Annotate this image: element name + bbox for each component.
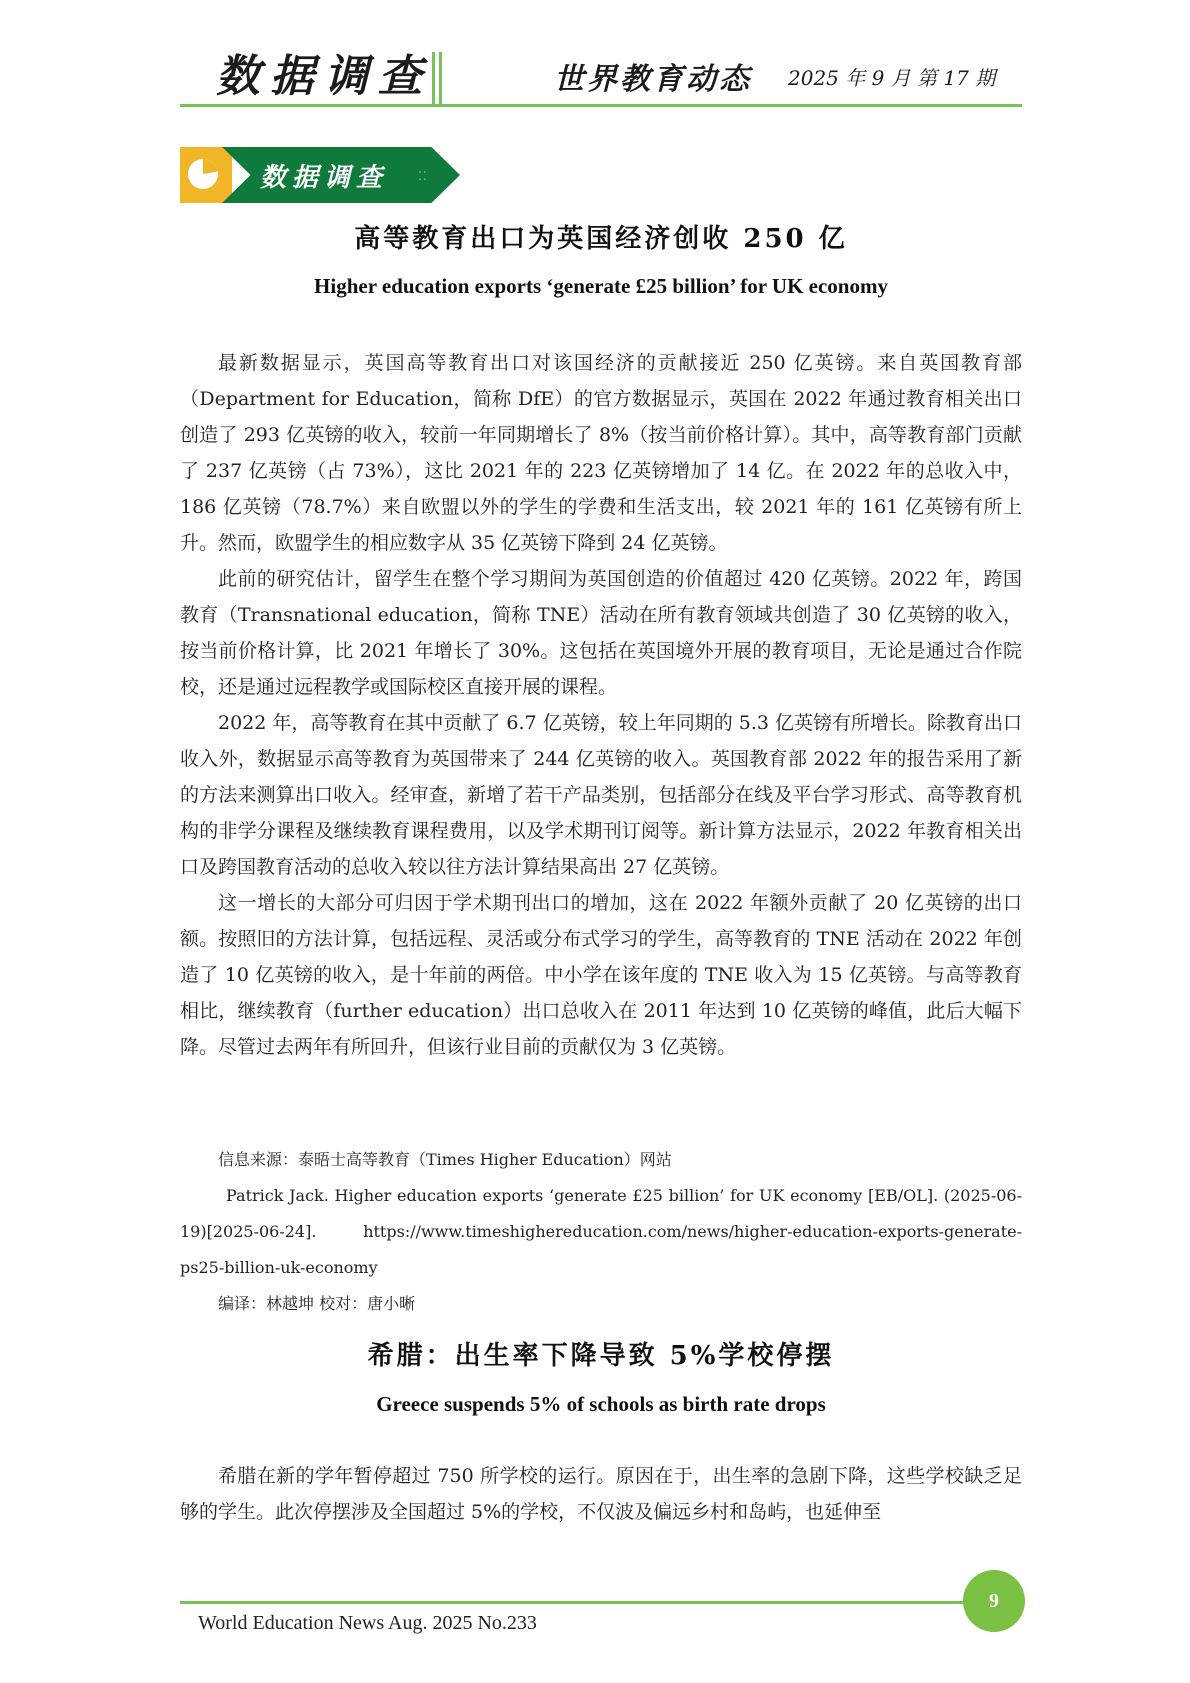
source-line: 信息来源：泰晤士高等教育（Times Higher Education）网站 (218, 1150, 672, 1169)
header-rule (180, 104, 1022, 107)
article2-body (180, 1458, 1022, 1530)
article2-title-cn: 希腊：出生率下降导致 5%学校停摆 (367, 1341, 835, 1371)
article1-source-block (180, 1142, 1022, 1322)
section-banner (180, 147, 460, 203)
article1-paragraph: 此前的研究估计，留学生在整个学习期间为英国创造的价值超过 420 亿英镑。2022 年，跨国教育（Transnational education，简称 TNE）活动在所有教育领域共创造了 30 亿英镑的收入，按当前价格计算，比 2021 年增长了 30%。这包括在英国境外开展的教育项目，无论是通过合作院校，还是通过远程教学或国际校区直接开展的课程。 (180, 568, 1022, 698)
header-section-title: 数据调查 (216, 51, 432, 102)
article1-body (180, 345, 1022, 1065)
credits-line: 编译：林越坤 校对：唐小晰 (218, 1294, 416, 1313)
header-journal-name: 世界教育动态 (554, 62, 752, 97)
pie-chart-wedge (188, 159, 218, 189)
article1-paragraph: 这一增长的大部分可归因于学术期刊出口的增加，这在 2022 年额外贡献了 20 亿英镑的出口额。按照旧的方法计算，包括远程、灵活或分布式学习的学生，高等教育的 TNE 活动在 2022 年创造了 10 亿英镑的收入，是十年前的两倍。中小学在该年度的 TNE 收入为 15 亿英镑。与高等教育相比，继续教育（further education）出口总收入在 2011 年达到 10 亿英镑的峰值，此后大幅下降。尽管过去两年有所回升，但该行业目前的贡献仅为 3 亿英镑。 (180, 892, 1022, 1058)
page-number: 9 (963, 1570, 1025, 1632)
article1-paragraph: 2022 年，高等教育在其中贡献了 6.7 亿英镑，较上年同期的 5.3 亿英镑有所增长。除教育出口收入外，数据显示高等教育为英国带来了 244 亿英镑的收入。英国教育部 2022 年的报告采用了新的方法来测算出口收入。经审查，新增了若干产品类别，包括部分在线及平台学习形式、高等教育机构的非学分课程及继续教育课程费用，以及学术期刊订阅等。新计算方法显示，2022 年教育相关出口及跨国教育活动的总收入较以往方法计算结果高出 27 亿英镑。 (180, 712, 1022, 878)
reference-citation: Patrick Jack. Higher education exports ‘generate £25 billion’ for UK economy [EB/OL]. (2025-06-19)[2025-06-24]. https://www.timeshighereducation.com/news/higher-education-exports-generate-ps25-billion-uk-economy (180, 1186, 1022, 1277)
article1-title-en: Higher education exports ‘generate £25 billion’ for UK economy (314, 274, 888, 298)
article2-title-en: Greece suspends 5% of schools as birth rate drops (376, 1392, 826, 1416)
footer-journal-info: World Education News Aug. 2025 No.233 (198, 1612, 537, 1634)
header-issue-date: 2025 年 9 月 第 17 期 (788, 66, 996, 90)
banner-label: 数据调查 (260, 163, 389, 193)
article1-title-cn: 高等教育出口为英国经济创收 250 亿 (354, 224, 848, 254)
header-divider (432, 52, 444, 106)
article2-paragraph: 希腊在新的学年暂停超过 750 所学校的运行。原因在于，出生率的急剧下降，这些学校缺乏足够的学生。此次停摆涉及全国超过 5%的学校，不仅波及偏远乡村和岛屿，也延伸至 (180, 1465, 1022, 1523)
page-header (180, 32, 1022, 107)
banner-dots: ⁚⁚ (418, 169, 428, 183)
footer-rule (180, 1601, 965, 1604)
article1-paragraph: 最新数据显示，英国高等教育出口对该国经济的贡献接近 250 亿英镑。来自英国教育部（Department for Education，简称 DfE）的官方数据显示，英国在 2022 年通过教育相关出口创造了 293 亿英镑的收入，较前一年同期增长了 8%（按当前价格计算）。其中，高等教育部门贡献了 237 亿英镑（占 73%），这比 2021 年的 223 亿英镑增加了 14 亿。在 2022 年的总收入中，186 亿英镑（78.7%）来自欧盟以外的学生的学费和生活支出，较 2021 年的 161 亿英镑有所上升。然而，欧盟学生的相应数字从 35 亿英镑下降到 24 亿英镑。 (180, 352, 1022, 554)
